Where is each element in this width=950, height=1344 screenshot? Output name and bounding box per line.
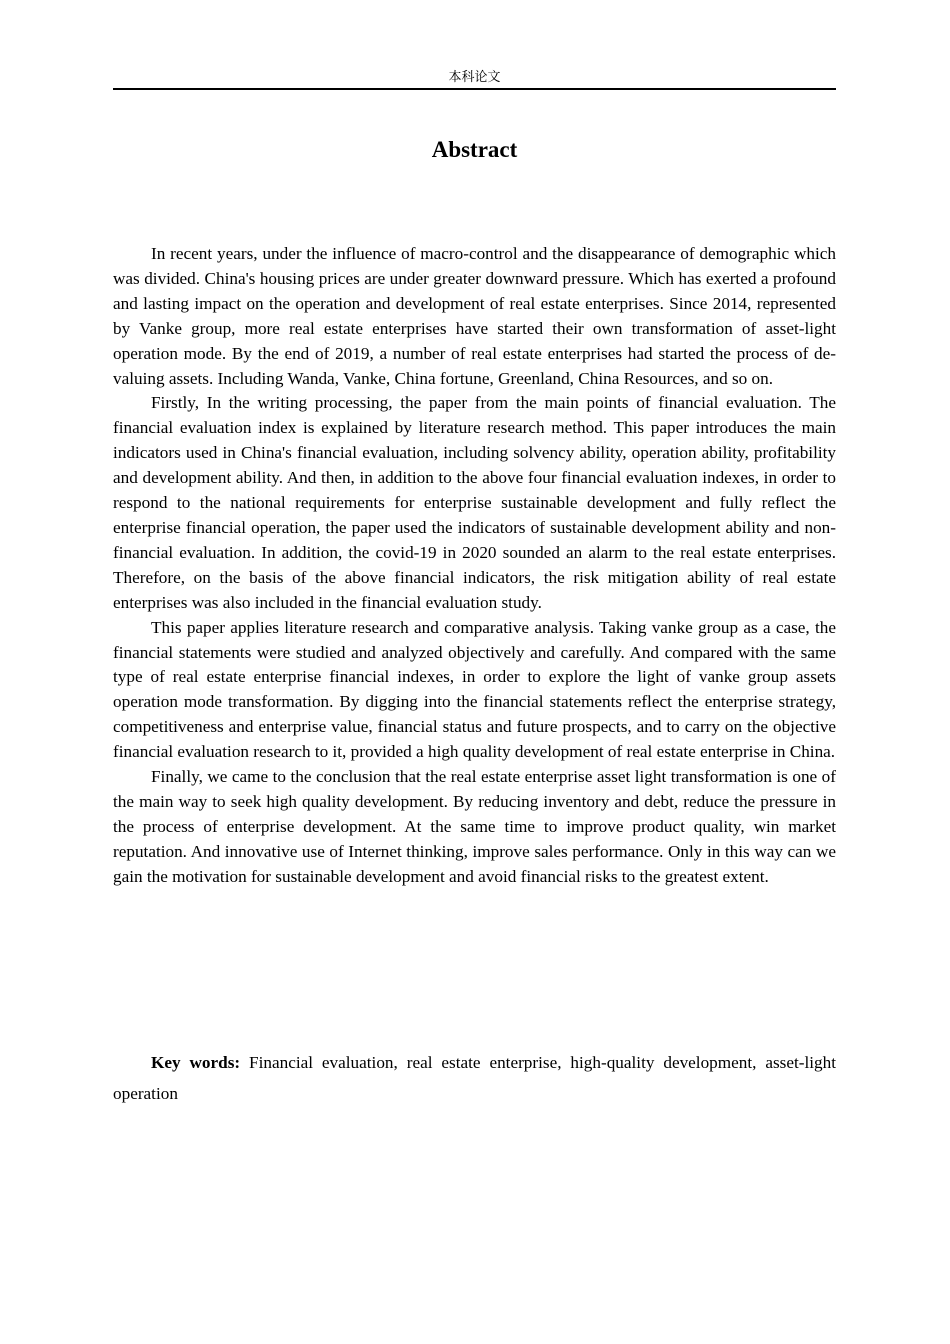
paragraph-4: Finally, we came to the conclusion that the real estate enterprise asset light transformation is one of the main way to seek high quality development. By reducing inventory and debt, reduce the pressure in the process of enterprise development. At the same time to improve product quality, win market reputation. And innovative use of Internet thinking, improve sales performance. Only in this way can we gain the motivation for sustainable development and avoid financial risks to the greatest extent. [113, 767, 836, 886]
paragraph-2: Firstly, In the writing processing, the paper from the main points of financial evaluation. The financial evaluation index is explained by literature research method. This paper introduces the main indicators used in China's financial evaluation, including solvency ability, operation ability, profitability and development ability. And then, in addition to the above four financial evaluation indexes, in order to respond to the national requirements for enterprise sustainable development and fully reflect the enterprise financial operation, the paper used the indicators of sustainable development ability and non-financial evaluation. In addition, the covid-19 in 2020 sounded an alarm to the real estate enterprises. Therefore, on the basis of the above financial indicators, the risk mitigation ability of real estate enterprises was also included in the financial evaluation study. [113, 393, 836, 612]
keywords-section [113, 1047, 836, 1109]
page-header [113, 68, 836, 90]
abstract-title: Abstract [431, 137, 518, 162]
paragraph-1: In recent years, under the influence of macro-control and the disappearance of demographic which was divided. China's housing prices are under greater downward pressure. Which has exerted a profound and lasting impact on the operation and development of real estate enterprises. Since 2014, represented by Vanke group, more real estate enterprises have started their own transformation of asset-light operation mode. By the end of 2019, a number of real estate enterprises had started the process of de-valuing assets. Including Wanda, Vanke, China fortune, Greenland, China Resources, and so on. [113, 244, 836, 388]
keywords-label: Key words: [151, 1053, 241, 1072]
paragraph-3: This paper applies literature research and comparative analysis. Taking vanke group as a case, the financial statements were studied and analyzed objectively and carefully. And compared with the same type of real estate enterprise financial indexes, in order to explore the light of vanke group assets operation mode transformation. By digging into the financial statements reflect the enterprise strategy, competitiveness and enterprise value, financial status and future prospects, and to carry on the objective financial evaluation research to it, provided a high quality development of real estate enterprise in China. [113, 617, 836, 762]
header-text: 本科论文 [448, 70, 501, 85]
abstract-body [113, 242, 836, 890]
keywords-text: Financial evaluation, real estate enterprise, high-quality development, asset-light operation [113, 1053, 837, 1103]
